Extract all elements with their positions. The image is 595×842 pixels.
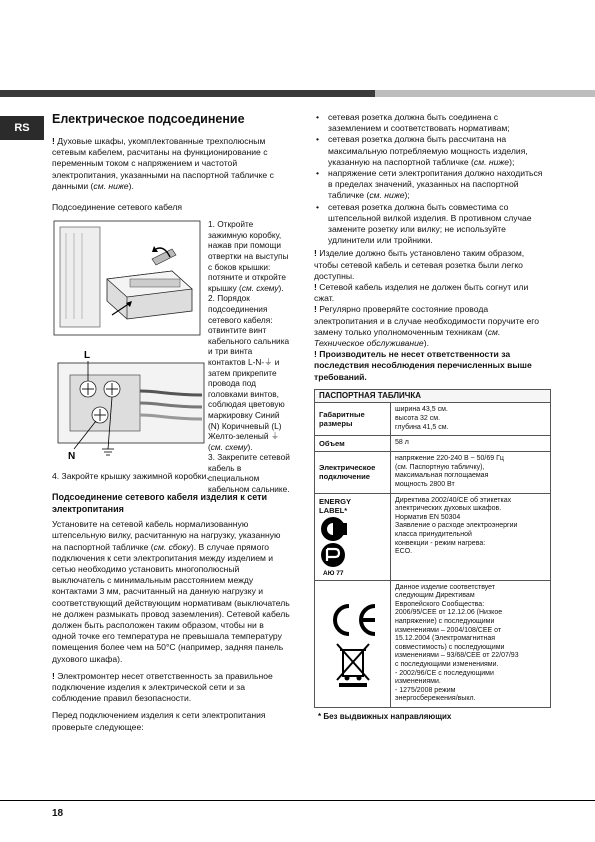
intro-paragraph: ! Духовые шкафы, укомплектованные трехполюсным сетевым кабелем, расчитаны на функционирование с переменным током с напряжением и частотой электропитания, указанными на паспортной табличке с данными (см. ниже). bbox=[52, 136, 274, 191]
ground-icon: ⏚ bbox=[270, 431, 280, 442]
footnote: * Без выдвижных направляющих bbox=[318, 711, 452, 721]
header-bar-dark bbox=[0, 90, 375, 97]
note-access: ! Изделие должно быть установлено таким образом, чтобы сетевой кабель и сетевая розетка были легко доступны. bbox=[314, 248, 525, 281]
connect-heading: Подсоединение сетевого кабеля изделия к сети электропитания bbox=[52, 492, 268, 514]
table-row: ENERGY LABEL* АЮ 77 Директива 2002/40/CE об этикетках электрических духовых шкафов. Норматив EN 50304 Заявление о расходе электроэнергии класса принудительной конвекции - режим нагрева: ECO. bbox=[315, 494, 550, 581]
section-title: Електрическое подсоединение bbox=[52, 112, 245, 126]
right-column bbox=[314, 112, 549, 722]
list-item: • напряжение сети электропитания должно находиться в пределах значений, указанных на паспортной табличке (см. ниже); bbox=[314, 168, 549, 202]
warning-mark: ! bbox=[52, 670, 55, 681]
rating-plate-table bbox=[314, 389, 551, 708]
eac-certification-icon bbox=[319, 515, 359, 577]
cable-heading: Подсоединение сетевого кабеля bbox=[52, 202, 183, 213]
eac-code: АЮ 77 bbox=[323, 569, 344, 577]
step-3: 3. Закрепите сетевой кабель в специальном кабельном сальнике. bbox=[208, 452, 290, 495]
terminal-box-illustration bbox=[52, 219, 202, 337]
table-row: Габаритные размеры ширина 43,5 см. высота 32 см. глубина 41,5 см. bbox=[315, 403, 550, 436]
weee-bin-icon bbox=[333, 640, 373, 688]
requirements-list bbox=[314, 112, 549, 246]
table-row: Объем 58 л bbox=[315, 436, 550, 452]
wiring-diagram bbox=[56, 345, 206, 463]
note-cable: ! Сетевой кабель изделия не должен быть согнут или сжат. bbox=[314, 282, 529, 304]
list-item: • сетевая розетка должна быть соединена с заземлением и соответствовать нормативам; bbox=[314, 112, 549, 134]
step-4: 4. Закройте крышку зажимной коробки. bbox=[52, 471, 209, 482]
cable-diagram-area bbox=[52, 219, 290, 495]
footer-rule bbox=[0, 800, 595, 801]
ground-icon: ⏚ bbox=[264, 356, 273, 367]
header-bar-light bbox=[375, 90, 595, 97]
note-liability: ! Производитель не несет ответственности за последствия несоблюдения перечисленных выше требований. bbox=[314, 349, 532, 382]
table-row: Данное изделие соответствует следующим Директивам Европейского Сообщества: 2006/95/CEE от 12.12.06 (Низкое напряжение) с последующими изменениями – 2004/108/CEE от 15.12.2004 (Электромагнитная совместимость) с последующими изменениями – 93/68/CEE от 22/07/93 с последующими изменениями. - 2002/96/CE с последующими изменениями. - 1275/2008 режим энергосбережения/выкл. bbox=[315, 581, 550, 707]
electrician-paragraph: ! Электромонтер несет ответственность за правильное подключение изделия к электрической сети и за соблюдение правил безопасности. bbox=[52, 670, 273, 704]
label-N: N bbox=[68, 451, 76, 463]
steps-text bbox=[208, 219, 290, 494]
connect-paragraph: Установите на сетевой кабель нормализованную штепсельную вилку, расчитанную на нагрузку, указанную на паспортной табличке (см. сбоку). В случае прямого подключения к сети электропитания между изделием и сетью необходимо установить многополюсный выключатель с минимальным расстоянием между контактами 3 мм, расчитанный на данную нагрузку и соответствующий действующим нормативам (выключатель не должен размыкать провод заземления). Сетевой кабель должен быть расположен таким образом, чтобы ни в одной точке его температура не превышала температуру помещения более чем на 50°С (например, задняя панель духового шкафа). bbox=[52, 519, 290, 664]
note-check: ! Регулярно проверяйте состояние провода электропитания и в случае необходимости поручите его замену только уполномоченным техникам (см. Техническое обслуживание). bbox=[314, 304, 540, 349]
table-row: Электрическое подключение напряжение 220-240 В ~ 50/69 Гц (см. Паспортную табличку), максимальная поглощаемая мощность 2800 Вт bbox=[315, 452, 550, 493]
language-tab: RS bbox=[0, 116, 44, 140]
step-1: 1. Откройте зажимную коробку, нажав при помощи отвертки на выступы с боков крышки: потяните и откройте крышку (см. схему). bbox=[208, 219, 289, 293]
check-paragraph: Перед подключением изделия к сети электропитания проверьте следующее: bbox=[52, 710, 266, 732]
ce-mark-icon bbox=[325, 600, 381, 640]
warning-mark: ! bbox=[52, 136, 55, 146]
left-column bbox=[52, 112, 290, 739]
label-L: L bbox=[84, 350, 91, 362]
page-number: 18 bbox=[52, 808, 64, 819]
step-2: 2. Порядок подсоединения сетевого кабеля: отвинтите винт кабельного сальника и три винта контактов L-N-⏚ и затем прикрепите провода под головками винтов, соблюдая цветовую маркировку Синий (N) Коричневый (L) Желто-зеленый ⏚ (см. схему). bbox=[208, 293, 290, 452]
list-item: • сетевая розетка должна быть рассчитана на максимальную потребляемую мощность изделия, указанную на паспортной табличке (см. ниже); bbox=[314, 134, 549, 168]
list-item: • сетевая розетка должна быть совместима со штепсельной вилкой изделия. В противном случае замените розетку или вилку; не используйте удлинители или тройники. bbox=[314, 202, 549, 247]
table-title: ПАСПОРТНАЯ ТАБЛИЧКА bbox=[315, 390, 550, 404]
